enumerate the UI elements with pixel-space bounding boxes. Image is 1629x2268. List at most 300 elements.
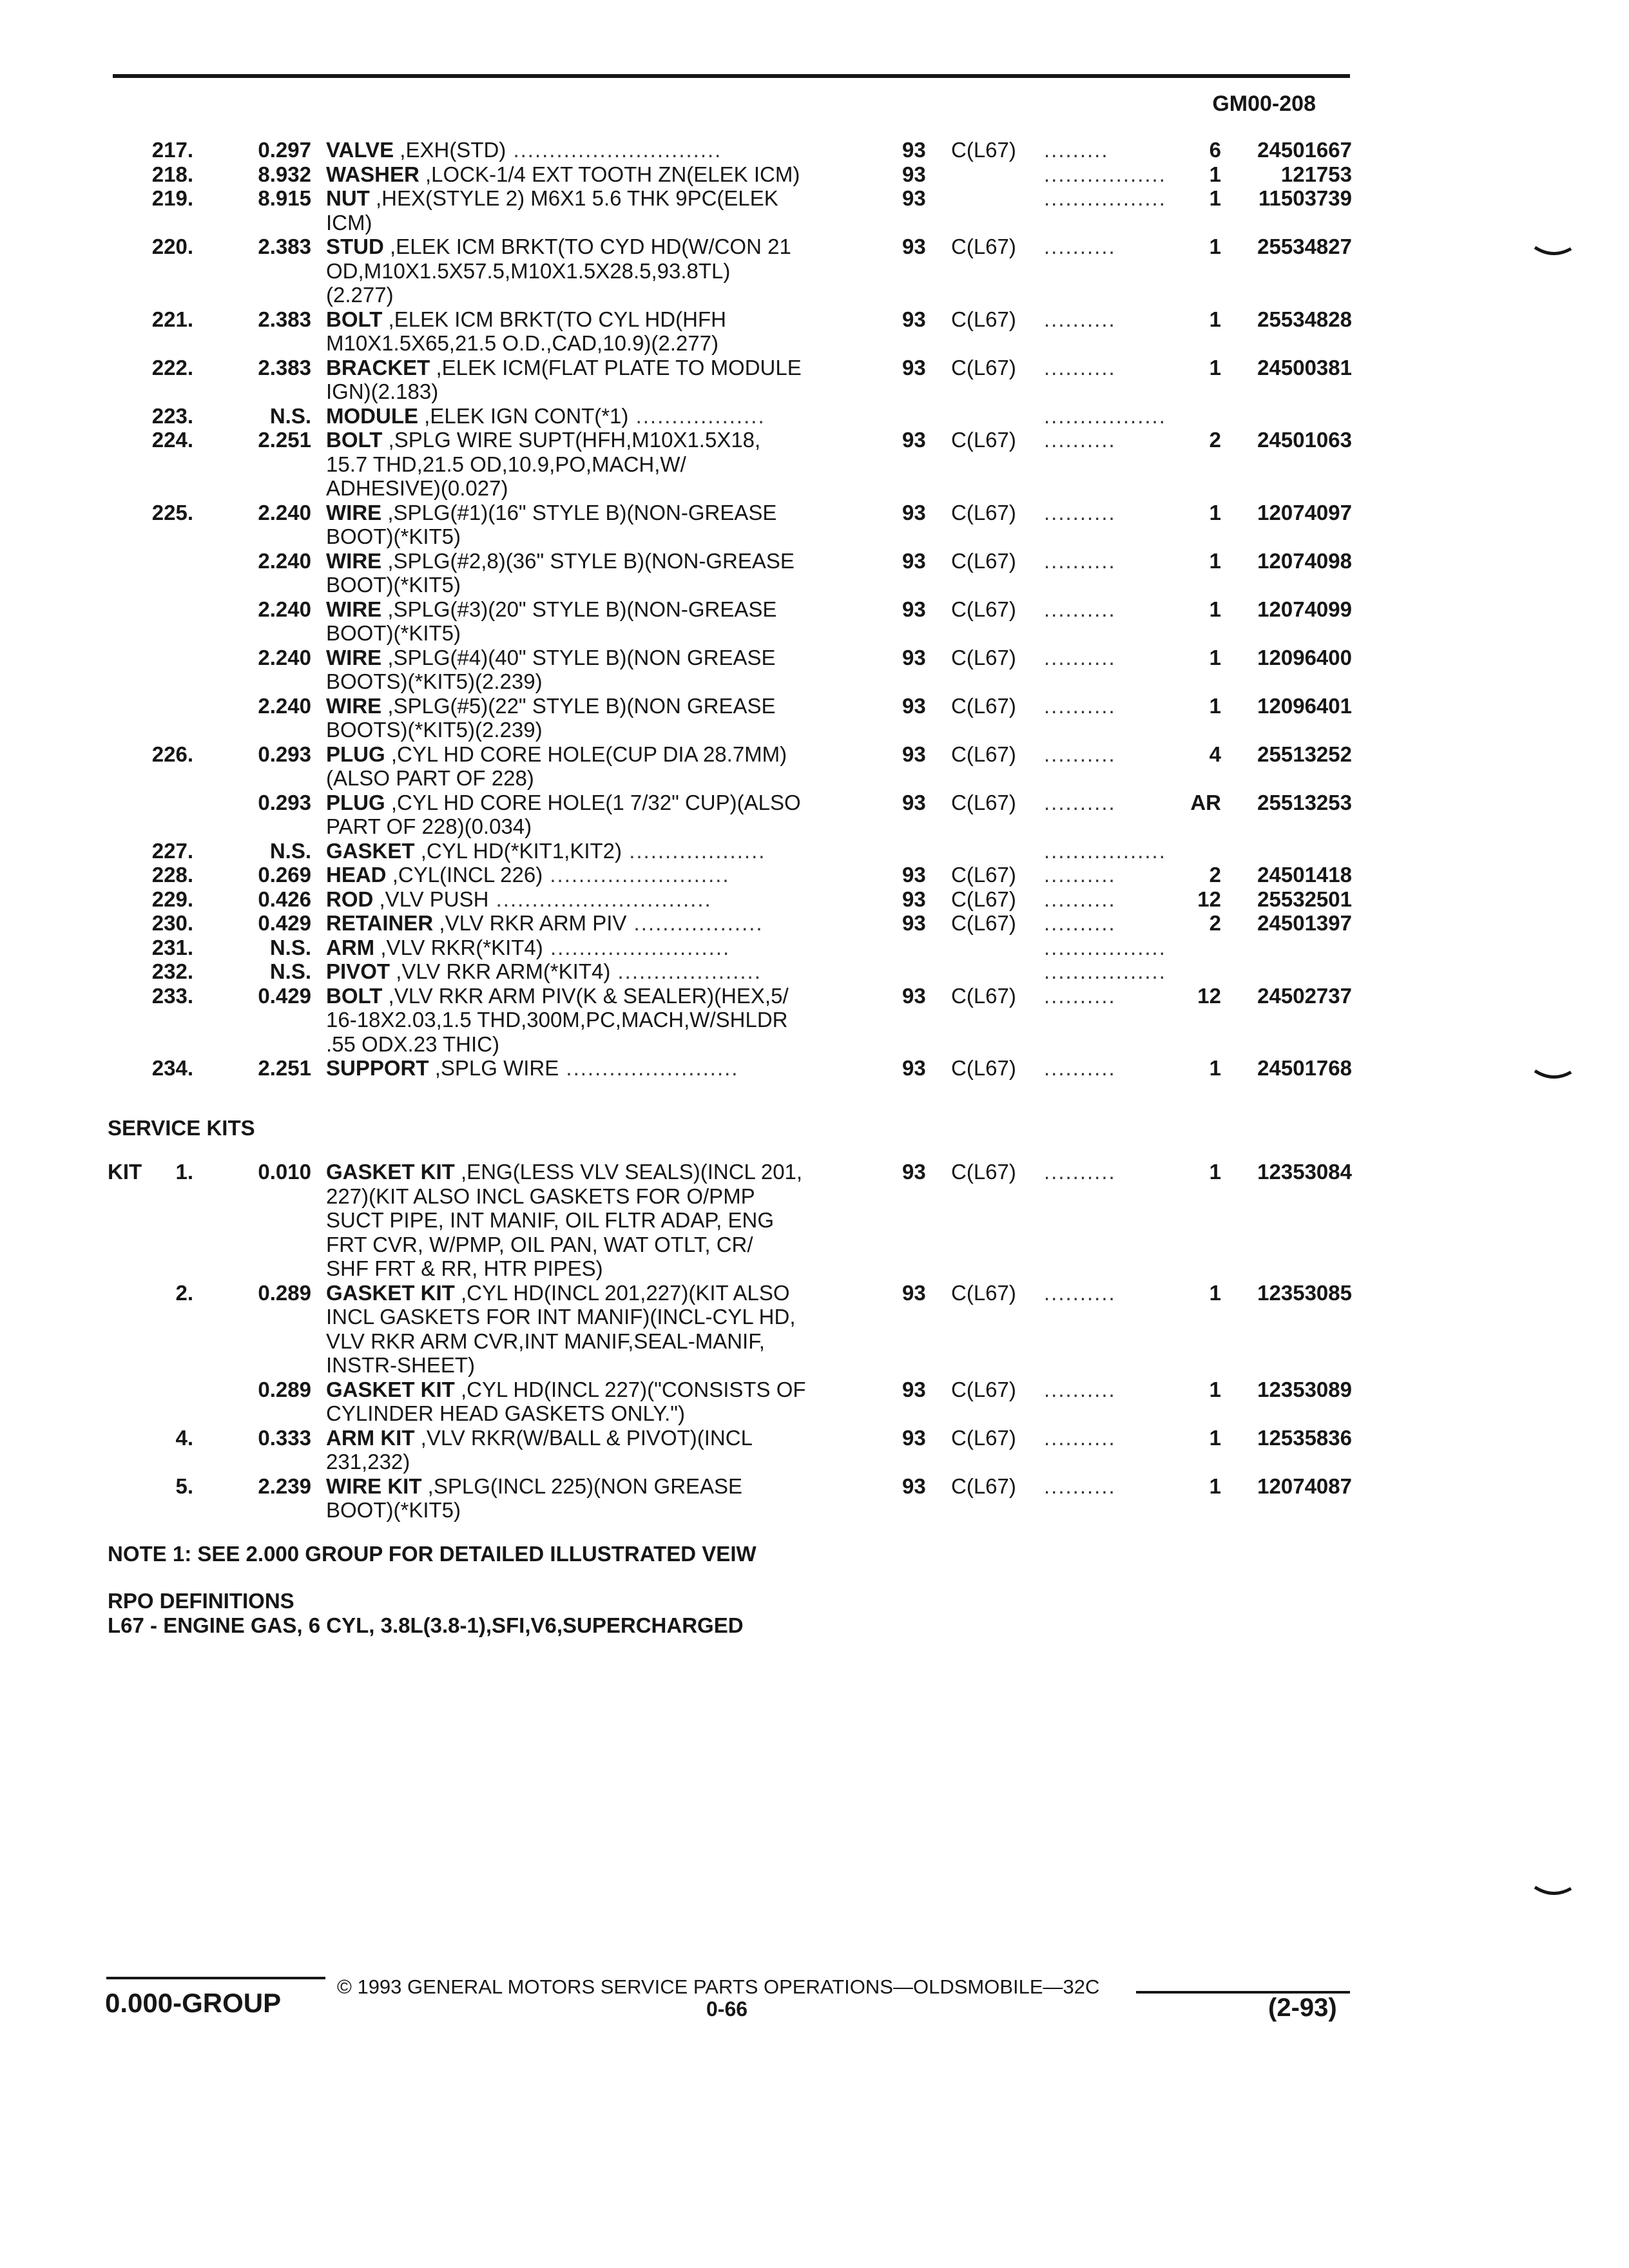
description-text: ,LOCK-1/4 EXT TOOTH ZN(ELEK ICM) xyxy=(425,162,800,186)
group-number: 2.240 xyxy=(258,693,311,718)
parts-row xyxy=(0,694,1629,742)
part-keyword: WIRE xyxy=(326,597,382,621)
binder-mark-2 xyxy=(1534,1068,1572,1081)
model-year: 93 xyxy=(902,1056,926,1080)
group-number: 0.289 xyxy=(258,1280,311,1305)
leader-dots: ......................... xyxy=(543,935,731,959)
rpo-code: C(L67) xyxy=(951,1280,1016,1305)
item-description xyxy=(326,887,854,912)
document-id: GM00-208 xyxy=(1212,91,1316,116)
group-number: 0.010 xyxy=(258,1160,311,1184)
rpo-code: C(L67) xyxy=(951,1425,1016,1450)
parts-row xyxy=(0,428,1629,501)
quantity: 1 xyxy=(1209,645,1221,669)
leader-dots: .......... xyxy=(1044,597,1116,621)
description-text: IGN)(2.183) xyxy=(326,380,439,403)
model-year: 93 xyxy=(902,1160,926,1184)
model-year: 93 xyxy=(902,983,926,1008)
description-text: OD,M10X1.5X57.5,M10X1.5X28.5,93.8TL) xyxy=(326,258,731,283)
quantity: 2 xyxy=(1209,428,1221,452)
model-year: 93 xyxy=(902,1425,926,1450)
group-number: 0.429 xyxy=(258,983,311,1008)
parts-row xyxy=(0,959,1629,984)
description-line xyxy=(326,694,854,718)
quantity: 2 xyxy=(1209,863,1221,887)
description-line xyxy=(326,428,854,452)
description-text: VLV RKR ARM CVR,INT MANIF,SEAL-MANIF, xyxy=(326,1329,765,1353)
part-keyword: BOLT xyxy=(326,428,383,452)
description-line xyxy=(326,1426,854,1450)
rpo-code: C(L67) xyxy=(951,138,1016,162)
part-number: 12353084 xyxy=(1257,1160,1352,1184)
service-kits-list xyxy=(0,1160,1629,1523)
part-keyword: RETAINER xyxy=(326,911,434,935)
leader-dots: .......... xyxy=(1044,355,1116,380)
item-number: 222. xyxy=(151,355,193,380)
parts-row xyxy=(0,863,1629,887)
description-text: 15.7 THD,21.5 OD,10.9,PO,MACH,W/ xyxy=(326,452,686,476)
model-year: 93 xyxy=(902,742,926,766)
group-number: 2.383 xyxy=(258,235,311,258)
description-text: ,VLV RKR ARM PIV xyxy=(439,911,627,935)
item-number: 232. xyxy=(151,959,193,983)
top-rule xyxy=(113,74,1350,78)
item-description xyxy=(326,1378,854,1426)
leader-dots: .......... xyxy=(1044,1056,1116,1080)
parts-row xyxy=(0,1160,1629,1281)
group-number: 2.239 xyxy=(258,1474,311,1498)
part-number: 12353085 xyxy=(1257,1280,1352,1305)
item-number: 233. xyxy=(151,983,193,1008)
description-text: 231,232) xyxy=(326,1450,410,1474)
part-keyword: HEAD xyxy=(326,863,387,887)
item-number: 234. xyxy=(151,1056,193,1080)
quantity: 1 xyxy=(1209,162,1221,186)
quantity: 1 xyxy=(1209,1056,1221,1080)
description-text: ,SPLG(#3)(20" STYLE B)(NON-GREASE xyxy=(387,597,777,621)
part-keyword: ROD xyxy=(326,887,374,911)
leader-dots: .......... xyxy=(1044,911,1116,935)
parts-row xyxy=(0,936,1629,960)
quantity: AR xyxy=(1190,790,1221,814)
rpo-code: C(L67) xyxy=(951,1056,1016,1080)
description-line xyxy=(326,887,854,912)
item-number: 1. xyxy=(175,1160,193,1184)
item-description xyxy=(326,1056,854,1081)
description-text: ,SPLG(INCL 225)(NON GREASE xyxy=(427,1474,743,1498)
group-number: 8.932 xyxy=(258,162,311,186)
quantity: 1 xyxy=(1209,307,1221,331)
quantity: 1 xyxy=(1209,548,1221,573)
footer-group-label: 0.000-GROUP xyxy=(105,1988,282,2018)
leader-dots: ......... xyxy=(1044,138,1109,162)
rpo-code: C(L67) xyxy=(951,1474,1016,1498)
rpo-code: C(L67) xyxy=(951,428,1016,452)
description-line xyxy=(326,597,854,622)
item-description xyxy=(326,646,854,694)
quantity: 1 xyxy=(1209,355,1221,380)
leader-dots: .......... xyxy=(1044,500,1116,524)
group-number: 2.383 xyxy=(258,355,311,380)
quantity: 1 xyxy=(1209,693,1221,718)
item-description xyxy=(326,1160,854,1281)
group-number: 0.297 xyxy=(258,138,311,162)
part-keyword: WIRE xyxy=(326,645,382,669)
description-line xyxy=(326,476,854,501)
part-keyword: GASKET KIT xyxy=(326,1377,455,1401)
leader-dots: .......... xyxy=(1044,428,1116,452)
description-line xyxy=(326,1008,854,1032)
description-text: ,SPLG WIRE SUPT(HFH,M10X1.5X18, xyxy=(388,428,761,452)
leader-dots: ......................... xyxy=(543,863,730,887)
rpo-code: C(L67) xyxy=(951,548,1016,573)
item-number: 230. xyxy=(151,911,193,935)
item-number: 225. xyxy=(151,500,193,524)
description-line xyxy=(326,259,854,284)
description-text: ,VLV RKR ARM PIV(K & SEALER)(HEX,5/ xyxy=(388,983,789,1008)
description-line xyxy=(326,1056,854,1081)
model-year: 93 xyxy=(902,1474,926,1498)
part-number: 25513252 xyxy=(1257,742,1352,766)
leader-dots: .......... xyxy=(1044,1377,1116,1401)
part-number: 24501768 xyxy=(1257,1056,1352,1080)
description-line xyxy=(326,404,854,428)
item-description xyxy=(326,1281,854,1378)
part-keyword: WIRE KIT xyxy=(326,1474,422,1498)
leader-dots: .......... xyxy=(1044,645,1116,669)
item-number: 229. xyxy=(151,887,193,911)
model-year: 93 xyxy=(902,693,926,718)
item-number: 226. xyxy=(151,742,193,766)
parts-row xyxy=(0,501,1629,549)
model-year: 93 xyxy=(902,790,926,814)
item-description xyxy=(326,138,854,162)
parts-row xyxy=(0,1281,1629,1378)
item-description xyxy=(326,549,854,597)
part-keyword: WIRE xyxy=(326,548,382,573)
description-line xyxy=(326,718,854,742)
description-text: BOOTS)(*KIT5)(2.239) xyxy=(326,669,543,693)
quantity: 1 xyxy=(1209,1425,1221,1450)
part-number: 12353089 xyxy=(1257,1377,1352,1401)
description-text: BOOT)(*KIT5) xyxy=(326,621,461,645)
quantity: 1 xyxy=(1209,235,1221,258)
leader-dots: .......... xyxy=(1044,235,1116,258)
parts-row xyxy=(0,307,1629,356)
rpo-code: C(L67) xyxy=(951,863,1016,887)
quantity: 1 xyxy=(1209,1160,1221,1184)
item-description xyxy=(326,162,854,187)
description-text: BOOT)(*KIT5) xyxy=(326,1498,461,1522)
model-year: 93 xyxy=(902,355,926,380)
description-line xyxy=(326,791,854,815)
description-line xyxy=(326,936,854,960)
part-number: 12074087 xyxy=(1257,1474,1352,1498)
leader-dots: .......... xyxy=(1044,1160,1116,1184)
description-line xyxy=(326,1353,854,1378)
part-keyword: STUD xyxy=(326,235,384,258)
description-line xyxy=(326,959,854,984)
group-number: 8.915 xyxy=(258,186,311,210)
quantity: 1 xyxy=(1209,186,1221,210)
model-year: 93 xyxy=(902,597,926,621)
part-keyword: WIRE xyxy=(326,693,382,718)
description-text: ,CYL(INCL 226) xyxy=(392,863,543,887)
description-line xyxy=(326,283,854,307)
model-year: 93 xyxy=(902,428,926,452)
part-keyword: PIVOT xyxy=(326,959,390,983)
part-number: 12535836 xyxy=(1257,1425,1352,1450)
rpo-definition-l67: L67 - ENGINE GAS, 6 CYL, 3.8L(3.8-1),SFI,V6,SUPERCHARGED xyxy=(108,1613,744,1637)
group-number: N.S. xyxy=(269,838,311,863)
description-text: BOOTS)(*KIT5)(2.239) xyxy=(326,718,543,742)
part-number: 24501397 xyxy=(1257,911,1352,935)
item-description xyxy=(326,911,854,936)
parts-row xyxy=(0,1378,1629,1426)
description-line xyxy=(326,1208,854,1233)
part-keyword: MODULE xyxy=(326,403,418,428)
description-line xyxy=(326,863,854,887)
description-text: ,CYL HD(*KIT1,KIT2) xyxy=(420,838,622,863)
item-number: 220. xyxy=(151,235,193,258)
description-line xyxy=(326,839,854,863)
description-line xyxy=(326,742,854,767)
item-description xyxy=(326,501,854,549)
rpo-code: C(L67) xyxy=(951,1377,1016,1401)
footer-date-code: (2-93) xyxy=(1268,1994,1337,2022)
description-text: M10X1.5X65,21.5 O.D.,CAD,10.9)(2.277) xyxy=(326,331,718,355)
leader-dots: .......... xyxy=(1044,1425,1116,1450)
part-number: 12074097 xyxy=(1257,500,1352,524)
description-text: ,CYL HD CORE HOLE(CUP DIA 28.7MM) xyxy=(390,742,787,766)
description-line xyxy=(326,235,854,259)
leader-dots: ................... xyxy=(622,838,766,863)
description-text: ,ELEK ICM BRKT(TO CYD HD(W/CON 21 xyxy=(390,235,791,258)
part-number: 12074099 xyxy=(1257,597,1352,621)
description-line xyxy=(326,621,854,646)
leader-dots: .......... xyxy=(1044,693,1116,718)
model-year: 93 xyxy=(902,911,926,935)
model-year: 93 xyxy=(902,645,926,669)
rpo-code: C(L67) xyxy=(951,500,1016,524)
description-text: ,VLV RKR(*KIT4) xyxy=(380,935,543,959)
part-keyword: ARM xyxy=(326,935,375,959)
part-keyword: BOLT xyxy=(326,307,383,331)
description-line xyxy=(326,1256,854,1281)
leader-dots: .............................. xyxy=(488,887,712,911)
description-line xyxy=(326,138,854,162)
description-text: 227)(KIT ALSO INCL GASKETS FOR O/PMP xyxy=(326,1184,755,1208)
description-text: (ALSO PART OF 228) xyxy=(326,766,534,790)
parts-row xyxy=(0,549,1629,597)
item-description xyxy=(326,1426,854,1474)
part-keyword: GASKET KIT xyxy=(326,1160,455,1184)
parts-row xyxy=(0,1056,1629,1081)
quantity: 6 xyxy=(1209,138,1221,162)
item-description xyxy=(326,959,854,984)
leader-dots: .......... xyxy=(1044,983,1116,1008)
kit-prefix: KIT xyxy=(108,1160,142,1184)
model-year: 93 xyxy=(902,863,926,887)
description-line xyxy=(326,162,854,187)
description-line xyxy=(326,573,854,597)
description-text: INSTR-SHEET) xyxy=(326,1353,475,1377)
quantity: 2 xyxy=(1209,911,1221,935)
group-number: 2.240 xyxy=(258,500,311,524)
item-number: 221. xyxy=(151,307,193,331)
description-text: ,SPLG(#5)(22" STYLE B)(NON GREASE xyxy=(387,693,776,718)
model-year: 93 xyxy=(902,1280,926,1305)
leader-dots: ................. xyxy=(1044,959,1166,983)
item-number: 227. xyxy=(151,838,193,863)
group-number: N.S. xyxy=(269,403,311,428)
part-keyword: GASKET xyxy=(326,838,415,863)
leader-dots: .................. xyxy=(626,911,764,935)
description-line xyxy=(326,1329,854,1354)
leader-dots: .......... xyxy=(1044,1474,1116,1498)
item-number: 223. xyxy=(151,403,193,428)
leader-dots: ................. xyxy=(1044,186,1166,210)
description-line xyxy=(326,501,854,525)
description-text: ICM) xyxy=(326,210,372,235)
group-number: 0.269 xyxy=(258,863,311,887)
quantity: 12 xyxy=(1197,887,1221,911)
quantity: 1 xyxy=(1209,1474,1221,1498)
parts-row xyxy=(0,138,1629,162)
item-number: 224. xyxy=(151,428,193,452)
item-description xyxy=(326,839,854,863)
part-keyword: VALVE xyxy=(326,138,394,162)
description-text: (2.277) xyxy=(326,283,394,307)
description-line xyxy=(326,549,854,573)
description-line xyxy=(326,356,854,380)
description-line xyxy=(326,307,854,332)
footer-page-number: 0-66 xyxy=(706,1997,748,2021)
description-line xyxy=(326,380,854,404)
description-line xyxy=(326,1281,854,1305)
leader-dots: .................... xyxy=(610,959,762,983)
binder-mark-1 xyxy=(1534,245,1572,258)
model-year: 93 xyxy=(902,162,926,186)
leader-dots: .......... xyxy=(1044,548,1116,573)
item-description xyxy=(326,186,854,235)
description-text: CYLINDER HEAD GASKETS ONLY.") xyxy=(326,1401,685,1425)
description-line xyxy=(326,911,854,936)
part-number: 24501418 xyxy=(1257,863,1352,887)
description-line xyxy=(326,331,854,356)
description-text: BOOT)(*KIT5) xyxy=(326,524,461,548)
rpo-code: C(L67) xyxy=(951,355,1016,380)
description-text: INCL GASKETS FOR INT MANIF)(INCL-CYL HD, xyxy=(326,1305,796,1329)
group-number: 0.293 xyxy=(258,790,311,814)
description-text: ADHESIVE)(0.027) xyxy=(326,476,508,500)
description-text: ,VLV RKR ARM(*KIT4) xyxy=(396,959,611,983)
part-keyword: BRACKET xyxy=(326,355,430,380)
item-description xyxy=(326,235,854,307)
description-text: SUCT PIPE, INT MANIF, OIL FLTR ADAP, ENG xyxy=(326,1208,774,1232)
description-line xyxy=(326,211,854,235)
parts-row xyxy=(0,356,1629,404)
description-line xyxy=(326,984,854,1008)
leader-dots: .......... xyxy=(1044,742,1116,766)
description-text: ,SPLG(#2,8)(36" STYLE B)(NON-GREASE xyxy=(387,548,795,573)
leader-dots: .................. xyxy=(628,403,766,428)
item-description xyxy=(326,428,854,501)
quantity: 1 xyxy=(1209,1280,1221,1305)
description-line xyxy=(326,186,854,211)
part-number: 121753 xyxy=(1280,162,1352,186)
group-number: 0.293 xyxy=(258,742,311,766)
description-line xyxy=(326,1160,854,1184)
parts-row xyxy=(0,791,1629,839)
leader-dots: .......... xyxy=(1044,863,1116,887)
rpo-code: C(L67) xyxy=(951,983,1016,1008)
part-number: 25532501 xyxy=(1257,887,1352,911)
parts-row xyxy=(0,646,1629,694)
rpo-code: C(L67) xyxy=(951,742,1016,766)
description-line xyxy=(326,1032,854,1057)
group-number: 2.251 xyxy=(258,1056,311,1080)
part-number: 12074098 xyxy=(1257,548,1352,573)
description-text: ,HEX(STYLE 2) M6X1 5.6 THK 9PC(ELEK xyxy=(376,186,778,210)
description-text: ,EXH(STD) xyxy=(400,138,506,162)
description-text: .55 ODX.23 THIC) xyxy=(326,1032,499,1056)
part-number: 24501063 xyxy=(1257,428,1352,452)
group-number: 2.240 xyxy=(258,548,311,573)
description-line xyxy=(326,1184,854,1209)
description-text: ,ELEK ICM BRKT(TO CYL HD(HFH xyxy=(388,307,726,331)
item-description xyxy=(326,1474,854,1523)
part-number: 12096400 xyxy=(1257,645,1352,669)
item-number: 228. xyxy=(151,863,193,887)
item-number: 231. xyxy=(151,935,193,959)
item-description xyxy=(326,742,854,791)
description-line xyxy=(326,646,854,670)
part-keyword: PLUG xyxy=(326,790,385,814)
description-text: ,ELEK IGN CONT(*1) xyxy=(424,403,629,428)
item-description xyxy=(326,694,854,742)
parts-row xyxy=(0,839,1629,863)
rpo-code: C(L67) xyxy=(951,235,1016,258)
part-number: 25513253 xyxy=(1257,790,1352,814)
rpo-definitions-heading: RPO DEFINITIONS xyxy=(108,1589,294,1613)
model-year: 93 xyxy=(902,235,926,258)
rpo-code: C(L67) xyxy=(951,693,1016,718)
part-number: 12096401 xyxy=(1257,693,1352,718)
description-line xyxy=(326,1498,854,1523)
description-text: ,CYL HD(INCL 227)("CONSISTS OF xyxy=(461,1377,806,1401)
description-text: ,VLV RKR(W/BALL & PIVOT)(INCL xyxy=(420,1425,753,1450)
description-line xyxy=(326,452,854,477)
part-keyword: WASHER xyxy=(326,162,419,186)
item-description xyxy=(326,356,854,404)
rpo-code: C(L67) xyxy=(951,887,1016,911)
parts-row xyxy=(0,887,1629,912)
footer-rule-left xyxy=(106,1977,325,1979)
part-keyword: BOLT xyxy=(326,983,383,1008)
parts-list xyxy=(0,138,1629,1081)
part-number: 24502737 xyxy=(1257,983,1352,1008)
description-text: BOOT)(*KIT5) xyxy=(326,573,461,597)
leader-dots: ............................. xyxy=(506,138,722,162)
part-keyword: ARM KIT xyxy=(326,1425,415,1450)
item-description xyxy=(326,597,854,646)
quantity: 1 xyxy=(1209,597,1221,621)
description-line xyxy=(326,1233,854,1257)
description-text: FRT CVR, W/PMP, OIL PAN, WAT OTLT, CR/ xyxy=(326,1232,753,1256)
group-number: 0.429 xyxy=(258,911,311,935)
description-line xyxy=(326,1378,854,1402)
